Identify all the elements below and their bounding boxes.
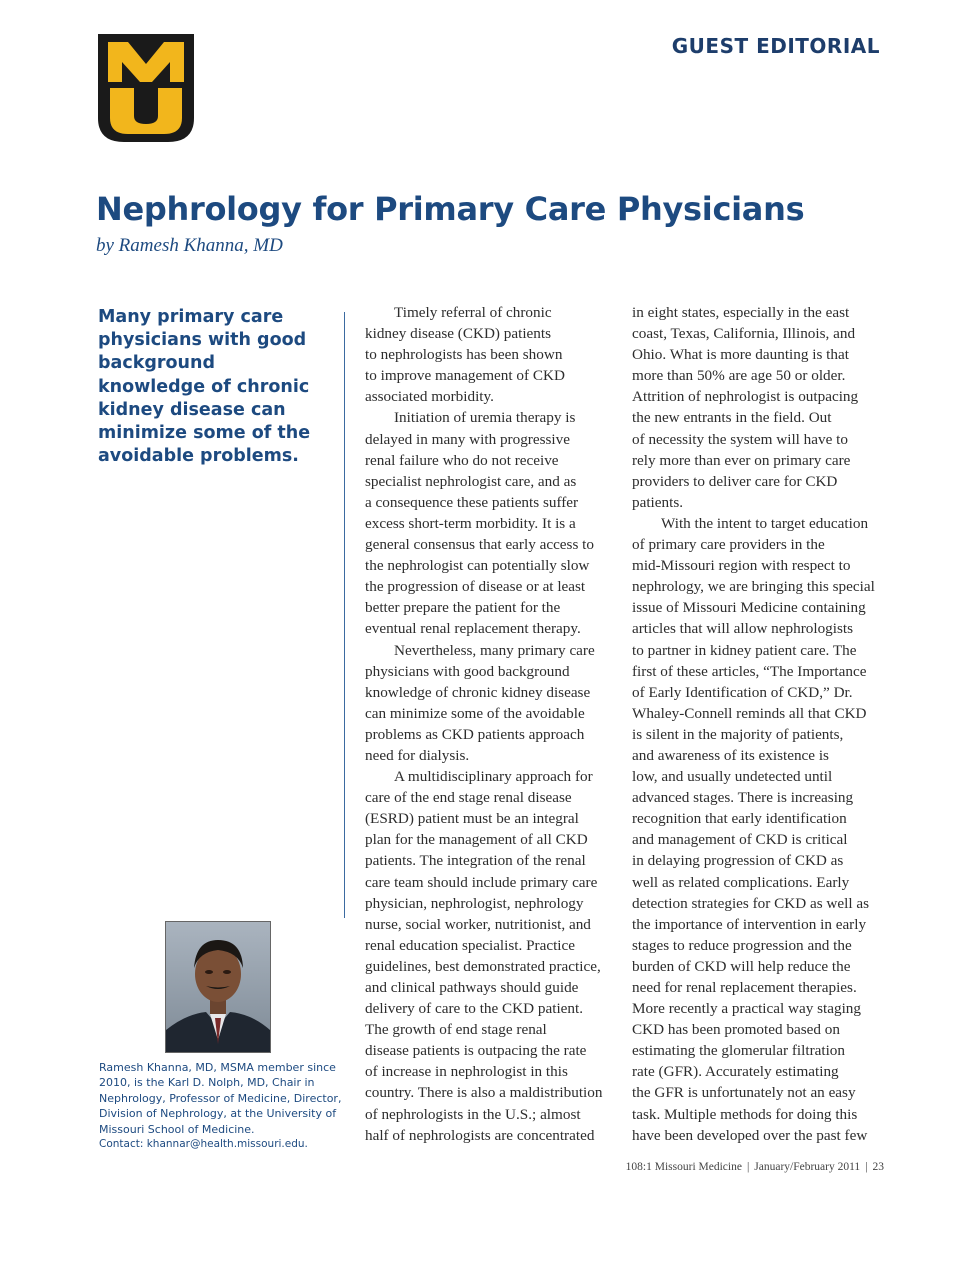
body-line: in delaying progression of CKD as [632,852,844,870]
body-line: Initiation of uremia therapy is [394,409,576,427]
body-line: is silent in the majority of patients, [632,725,844,743]
body-column-1 [365,302,615,1146]
body-line: general consensus that early access to [365,536,594,554]
footer-issue: 108:1 Missouri Medicine [625,1161,742,1173]
body-line: need for dialysis. [365,746,470,764]
body-line: the importance of intervention in early [632,915,867,933]
body-line: detection strategies for CKD as well as [632,894,870,912]
body-line: knowledge of chronic kidney disease [365,683,591,701]
body-line: of nephrologists in the U.S.; almost [365,1105,581,1123]
body-line: country. There is also a maldistribution [365,1084,603,1102]
footer-separator: | [865,1161,868,1173]
body-line: well as related complications. Early [632,873,850,891]
body-line: can minimize some of the avoidable [365,704,585,722]
body-line: eventual renal replacement therapy. [365,620,581,638]
body-line: of primary care providers in the [632,536,825,554]
body-line: the new entrants in the field. Out [632,409,832,427]
body-line: The growth of end stage renal [365,1021,547,1039]
body-line: to improve management of CKD [365,367,565,385]
body-line: estimating the glomerular filtration [632,1042,845,1060]
body-line: With the intent to target education [661,514,869,532]
body-line: Timely referral of chronic [394,304,552,321]
body-line: disease patients is outpacing the rate [365,1042,587,1060]
body-line: more than 50% are age 50 or older. [632,367,846,385]
footer-date: January/February 2011 [754,1161,861,1173]
pull-quote: Many primary care physicians with good background knowledge of chronic kidney disease can minimize some of the avoidable problems. [98,307,311,467]
body-line: to partner in kidney patient care. The [632,641,857,659]
body-line: the progression of disease or at least [365,578,586,596]
body-line: Attrition of nephrologist is outpacing [632,388,859,406]
body-line: mid-Missouri region with respect to [632,557,851,575]
body-line: half of nephrologists are concentrated [365,1126,595,1144]
body-line: recognition that early identification [632,810,847,828]
body-line: and awareness of its existence is [632,746,829,764]
section-label: GUEST EDITORIAL [671,34,880,58]
body-line: the GFR is unfortunately not an easy [632,1084,856,1102]
body-line: burden of CKD will help reduce the [632,957,851,975]
body-line: Ohio. What is more daunting is that [632,346,849,364]
body-line: kidney disease (CKD) patients [365,325,552,343]
body-line: specialist nephrologist care, and as [365,472,577,490]
column-divider [344,312,345,918]
body-line: the nephrologist can potentially slow [365,557,590,575]
body-line: delivery of care to the CKD patient. [365,1000,584,1018]
body-line: first of these articles, “The Importance [632,662,867,680]
body-line: renal failure who do not receive [365,451,559,469]
body-line: task. Multiple methods for doing this [632,1105,858,1123]
body-line: A multidisciplinary approach for [394,768,593,786]
body-line: Nevertheless, many primary care [394,641,595,659]
body-line: need for renal replacement therapies. [632,979,857,996]
body-line: plan for the management of all CKD [365,831,588,849]
author-contact: Contact: khannar@health.missouri.edu. [99,1138,308,1151]
body-line: rate (GFR). Accurately estimating [632,1063,839,1081]
university-logo [96,32,196,144]
page-footer [626,1161,884,1173]
body-line: physicians with good background [365,662,570,680]
body-line: patients. [632,493,684,511]
body-line: of increase in nephrologist in this [365,1063,568,1081]
body-line: articles that will allow nephrologists [632,620,854,638]
body-line: care of the end stage renal disease [365,789,572,807]
body-line: in eight states, especially in the east [632,304,850,321]
body-line: delayed in many with progressive [365,430,570,448]
body-line: nurse, social worker, nutritionist, and [365,915,591,933]
body-line: rely more than ever on primary care [632,451,851,469]
body-column-2 [632,302,882,1146]
body-line: low, and usually undetected until [632,768,833,786]
body-line: physician, nephrologist, nephrology [365,894,584,912]
body-line: CKD has been promoted based on [632,1021,840,1039]
author-caption [99,1060,349,1152]
body-line: advanced stages. There is increasing [632,789,854,807]
body-line: nephrology, we are bringing this special [632,578,875,596]
author-photo [165,921,271,1053]
body-line: excess short-term morbidity. It is a [365,514,576,532]
body-line: to nephrologists has been shown [365,346,563,364]
body-line: issue of Missouri Medicine containing [632,599,866,617]
body-line: of necessity the system will have to [632,430,848,448]
page-number: 23 [872,1161,884,1173]
body-line: coast, Texas, California, Illinois, and [632,325,856,343]
body-line: patients. The integration of the renal [365,852,586,870]
body-line: and management of CKD is critical [632,831,848,849]
footer-separator: | [746,1161,750,1173]
author-portrait-icon [166,922,270,1052]
body-line: guidelines, best demonstrated practice, [365,957,601,975]
body-line: care team should include primary care [365,873,598,891]
body-line: better prepare the patient for the [365,599,561,617]
body-line: providers to deliver care for CKD [632,472,838,490]
body-line: More recently a practical way staging [632,1000,861,1018]
body-line: associated morbidity. [365,388,494,406]
body-line: Whaley-Connell reminds all that CKD [632,704,867,722]
body-line: problems as CKD patients approach [365,725,585,743]
author-bio: Ramesh Khanna, MD, MSMA member since 2010, is the Karl D. Nolph, MD, Chair in Nephrology, Professor of Medicine, Director, Division of Nephrology, at the University of Missouri School of Medicine. [99,1061,342,1136]
body-line: and clinical pathways should guide [365,979,579,996]
body-line: a consequence these patients suffer [365,493,579,511]
body-line: renal education specialist. Practice [365,936,575,954]
article-byline: by Ramesh Khanna, MD [96,235,283,256]
body-line: have been developed over the past few [632,1126,868,1144]
article-title: Nephrology for Primary Care Physicians [96,190,805,228]
body-line: (ESRD) patient must be an integral [365,810,579,828]
mu-shield-icon [96,32,196,144]
body-line: of Early Identification of CKD,” Dr. [632,683,853,701]
body-line: stages to reduce progression and the [632,936,852,954]
